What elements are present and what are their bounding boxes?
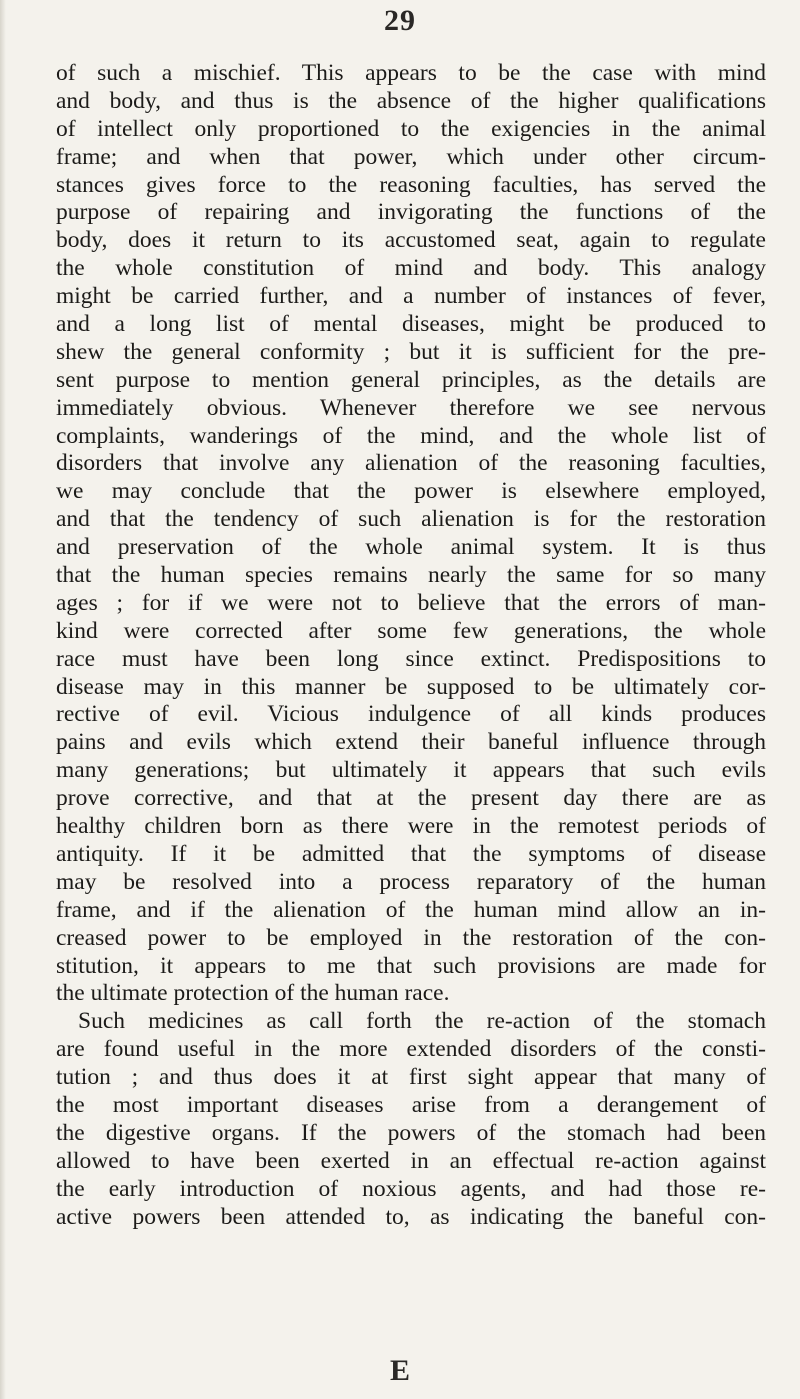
text-line: rective of evil. Vicious indulgence of all kinds produces — [56, 701, 766, 728]
text-line: active powers been attended to, as indicating the baneful con- — [56, 1203, 766, 1230]
signature-mark: E — [389, 1354, 410, 1387]
text-line: prove corrective, and that at the present day there are as — [56, 785, 766, 812]
text-line: that the human species remains nearly the same for so many — [56, 562, 766, 589]
text-line: creased power to be employed in the restoration of the con- — [56, 924, 766, 951]
text-line: frame; and when that power, which under other circum- — [56, 143, 766, 170]
text-line: frame, and if the alienation of the human mind allow an in- — [56, 896, 766, 923]
text-line: purpose of repairing and invigorating the functions of the — [56, 199, 766, 226]
text-line: and that the tendency of such alienation is for the restoration — [56, 506, 766, 533]
text-line: and preservation of the whole animal system. It is thus — [56, 534, 766, 561]
text-line: disease may in this manner be supposed to be ultimately cor- — [56, 673, 766, 700]
text-line: stances gives force to the reasoning faculties, has served the — [56, 171, 766, 198]
text-line: are found useful in the more extended disorders of the consti- — [56, 1036, 766, 1063]
text-line: the early introduction of noxious agents, and had those re- — [56, 1175, 766, 1202]
page-edge-shadow — [0, 0, 6, 1399]
text-line: of intellect only proportioned to the exigencies in the animal — [56, 115, 766, 142]
text-line: healthy children born as there were in the remotest periods of — [56, 813, 766, 840]
text-line: complaints, wanderings of the mind, and the whole list of — [56, 422, 766, 449]
text-line: the most important diseases arise from a derangement of — [56, 1091, 766, 1118]
text-line: Such medicines as call forth the re-action of the stomach — [78, 1008, 766, 1035]
body-text — [56, 60, 766, 1231]
text-line: and a long list of mental diseases, might be produced to — [56, 311, 766, 338]
text-line: the ultimate protection of the human race. — [56, 980, 450, 1007]
text-line: and body, and thus is the absence of the higher qualifications — [56, 87, 766, 114]
text-line: may be resolved into a process reparatory of the human — [56, 868, 766, 895]
text-line: pains and evils which extend their baneful influence through — [56, 729, 766, 756]
text-line: we may conclude that the power is elsewhere employed, — [56, 478, 766, 505]
text-line: tution ; and thus does it at first sight appear that many of — [56, 1064, 766, 1091]
page-number: 29 — [384, 4, 416, 37]
text-line: race must have been long since extinct. Predispositions to — [56, 645, 766, 672]
text-line: immediately obvious. Whenever therefore we see nervous — [56, 394, 766, 421]
text-line: might be carried further, and a number of instances of fever, — [56, 283, 766, 310]
text-line: kind were corrected after some few generations, the whole — [56, 617, 766, 644]
text-line: shew the general conformity ; but it is sufficient for the pre- — [56, 338, 766, 365]
text-line: many generations; but ultimately it appears that such evils — [56, 757, 766, 784]
text-line: the whole constitution of mind and body. This analogy — [56, 255, 766, 282]
text-line: stitution, it appears to me that such provisions are made for — [56, 952, 766, 979]
text-line: disorders that involve any alienation of the reasoning faculties, — [56, 450, 766, 477]
text-line: sent purpose to mention general principles, as the details are — [56, 366, 766, 393]
text-line: the digestive organs. If the powers of the stomach had been — [56, 1119, 766, 1146]
text-line: ages ; for if we were not to believe that the errors of man- — [56, 589, 766, 616]
text-line: of such a mischief. This appears to be the case with mind — [56, 60, 766, 86]
text-line: body, does it return to its accustomed seat, again to regulate — [56, 227, 766, 254]
text-line: antiquity. If it be admitted that the symptoms of disease — [56, 840, 766, 867]
text-line: allowed to have been exerted in an effectual re-action against — [56, 1147, 766, 1174]
